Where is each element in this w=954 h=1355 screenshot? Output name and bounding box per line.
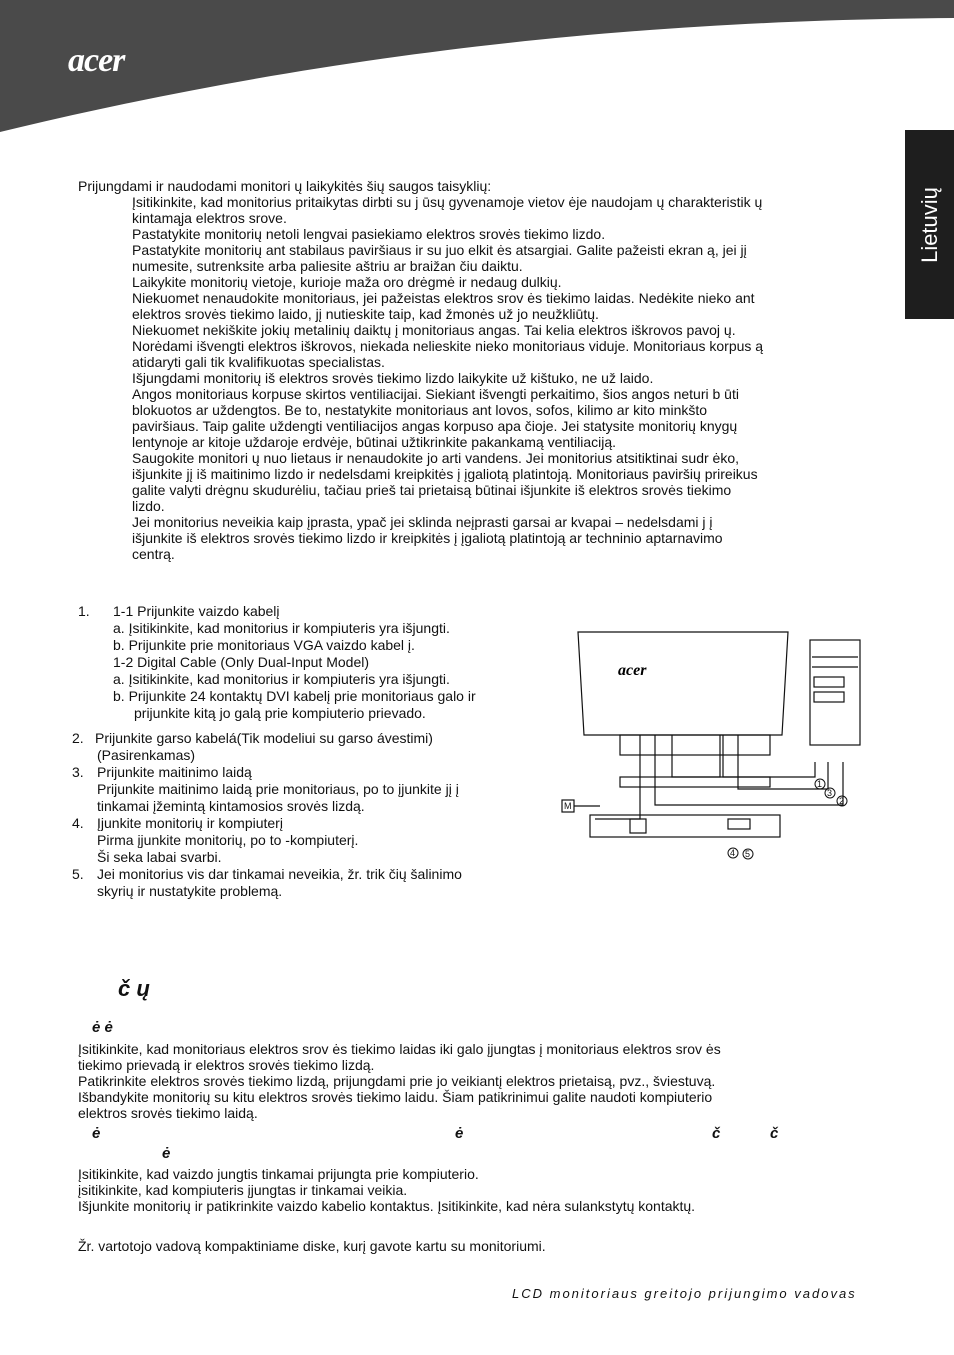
signal-frag-5: ė xyxy=(162,1145,171,1162)
safety-intro: Prijungdami ir naudodami monitori ų laikykitės šių saugos taisyklių: xyxy=(78,178,492,194)
step-text: Pirma įjunkite monitorių, po to -kompiuterį. xyxy=(97,832,359,848)
safety-line: Įsitikinkite, kad monitorius pritaikytas dirbti su j ūsų gyvenamoje vietov ėje naudojam ų charakteristik ų xyxy=(132,194,763,210)
cable-1 xyxy=(723,735,815,777)
safety-line: kintamąja elektros srove. xyxy=(132,210,287,226)
power-subheading-text: ė ė xyxy=(92,1019,113,1036)
step-number: 3. xyxy=(72,764,84,780)
signal-check-line: įsitikinkite, kad kompiuteris įjungtas ir tinkamai veikia. xyxy=(78,1182,408,1198)
signal-frag-2: ė xyxy=(455,1125,464,1142)
safety-line: centrą. xyxy=(132,546,175,562)
safety-line: elektros srovės tiekimo laido, jį nutieskite taip, kad žmonės už jo neužkliūtų. xyxy=(132,306,599,322)
rear-panel xyxy=(590,815,780,837)
safety-line: lentynoje ar kitoje uždaroje erdvėje, būtinai užtikrinkite pakankamą ventiliaciją. xyxy=(132,434,617,450)
step-text: Prijunkite maitinimo laidą prie monitoriaus, po to įjunkite jį į xyxy=(97,781,459,797)
step-number: 1. xyxy=(78,603,90,619)
step-text: prijunkite kitą jo galą prie kompiuterio prievado. xyxy=(134,705,426,721)
safety-line: Angos monitoriaus korpuse skirtos ventiliacijai. Siekiant išvengti perkaitimo, šios angos neturi b ūti xyxy=(132,386,739,402)
diagram-label-5: 5 xyxy=(745,849,751,859)
safety-line: numesite, sutrenksite arba paliesite aštriu ar braižan čiu daiktu. xyxy=(132,258,523,274)
signal-check-line: Įsitikinkite, kad vaizdo jungtis tinkamai prijungta prie kompiuterio. xyxy=(78,1166,479,1182)
safety-line: Išjungdami monitorių iš elektros srovės tiekimo lizdo laikykite už kištuko, ne už laido. xyxy=(132,370,654,386)
language-tab-label: Lietuvių xyxy=(916,186,942,263)
step-text: Prijunkite maitinimo laidą xyxy=(97,764,252,780)
signal-frag-4: č xyxy=(770,1125,779,1142)
final-note: Žr. vartotojo vadovą kompaktiniame diske, kurį gavote kartu su monitoriumi. xyxy=(78,1238,546,1254)
step-text: tinkamai įžemintą kintamosios srovės lizdą. xyxy=(97,798,365,814)
safety-line: Jei monitorius neveikia kaip įprasta, ypač jei sklinda neįprasti garsai ar kvapai – nedelsdami j į xyxy=(132,514,713,530)
power-subheading xyxy=(92,1019,272,1036)
step-text: (Pasirenkamas) xyxy=(97,747,196,763)
safety-line: Pastatykite monitorių netoli lengvai pasiekiamo elektros srovės tiekimo lizdo. xyxy=(132,226,606,242)
power-check-line: elektros srovės tiekimo laidą. xyxy=(78,1105,258,1121)
safety-line: lizdo. xyxy=(132,498,165,514)
step-text: 1-2 Digital Cable (Only Dual-Input Model) xyxy=(113,654,369,670)
safety-line: galite valyti drėgnu skudurėliu, tačiau prieš tai prietaisą būtinai išjunkite iš elektros srovės tiekimo xyxy=(132,482,732,498)
step-number: 2. xyxy=(72,730,84,746)
safety-line: Pastatykite monitorių ant stabilaus paviršiaus ir su juo elkit ės atsargiai. Galite pažeisti ekran ą, jei jį xyxy=(132,242,747,258)
power-check-line: tiekimo prievadą ir elektros srovės tiekimo lizdą. xyxy=(78,1057,375,1073)
safety-line: Niekuomet nekiškite jokių metalinių daiktų į monitoriaus angas. Tai kelia elektros iškrovos pavoj ų. xyxy=(132,322,736,338)
safety-line: išjunkite jį iš maitinimo lizdo ir nedelsdami kreipkitės į įgaliotą platintoją. Monitoriaus paviršių prireikus xyxy=(132,466,758,482)
acer-logo: acer xyxy=(68,42,125,79)
safety-line: atidaryti gali tik kvalifikuotas specialistas. xyxy=(132,354,385,370)
step-number: 4. xyxy=(72,815,84,831)
safety-line: blokuotos ar uždengtos. Be to, nestatykite monitoriaus ant lovos, sofos, kilimo ar kito minkšto xyxy=(132,402,708,418)
step-text: skyrių ir nustatykite problemą. xyxy=(97,883,283,899)
safety-line: Saugokite monitori ų nuo lietaus ir nenaudokite jo arti vandens. Jei monitorius atsitiktinai sudr ėko, xyxy=(132,450,739,466)
power-check-line: Įsitikinkite, kad monitoriaus elektros srov ės tiekimo laidas iki galo įjungtas į monitoriaus elektros srov ės xyxy=(78,1041,721,1057)
diagram-brand: acer xyxy=(618,662,647,679)
step-text: 1-1 Prijunkite vaizdo kabelį xyxy=(113,603,280,619)
signal-check-line: Išjunkite monitorių ir patikrinkite vaizdo kabelio kontaktus. Įsitikinkite, kad nėra sulankstytų kontaktų. xyxy=(78,1198,696,1214)
step-text: Prijunkite garso kabelá(Tik modeliui su garso ávestimi) xyxy=(95,730,433,746)
diagram-label-m: M xyxy=(564,801,572,811)
diagram-label-3: 3 xyxy=(827,788,833,798)
safety-line: išjunkite iš elektros srovės tiekimo lizdo ir kreipkitės į įgaliotą platintoją ar techninio aptarnavimo xyxy=(132,530,723,546)
header-swoosh xyxy=(0,0,954,135)
power-check-line: Išbandykite monitorių su kitu elektros srovės tiekimo laidu. Šiam patikrinimui galite naudoti kompiuterio xyxy=(78,1089,713,1105)
diagram-label-4: 4 xyxy=(730,848,736,858)
step-number: 5. xyxy=(72,866,84,882)
troubleshooting-heading: č ų xyxy=(118,976,150,1001)
safety-line: Norėdami išvengti elektros iškrovos, niekada nelieskite nieko monitoriaus viduje. Monitoriaus korpus ą xyxy=(132,338,764,354)
monitor-base xyxy=(620,735,770,755)
signal-frag-3: č xyxy=(712,1125,721,1142)
safety-line: Laikykite monitorių vietoje, kurioje maža oro drėgmė ir nedaug dulkių. xyxy=(132,274,562,290)
safety-line: Niekuomet nenaudokite monitoriaus, jei pažeistas elektros srov ės tiekimo laidas. Nedėkite nieko ant xyxy=(132,290,755,306)
step-text: Jei monitorius vis dar tinkamai neveikia, žr. trik čių šalinimo xyxy=(97,866,462,882)
safety-line: paviršiaus. Taip galite uždengti ventiliacijos angas korpuso apa čioje. Jei statysite monitorių knygų xyxy=(132,418,738,434)
step-text: a. Įsitikinkite, kad monitorius ir kompiuteris yra išjungti. xyxy=(113,620,450,636)
monitor-back xyxy=(578,632,788,735)
diagram-label-1: 1 xyxy=(817,779,823,789)
step-text: a. Įsitikinkite, kad monitorius ir kompiuteris yra išjungti. xyxy=(113,671,450,687)
step-text: b. Prijunkite prie monitoriaus VGA vaizdo kabel į. xyxy=(113,637,415,653)
diagram-label-2: 2 xyxy=(839,796,845,806)
footer-title: LCD monitoriaus greitojo prijungimo vadovas xyxy=(512,1286,857,1301)
connection-diagram xyxy=(560,627,870,867)
signal-frag-1: ė xyxy=(92,1125,101,1142)
language-tab xyxy=(905,130,954,319)
power-check-line: Patikrinkite elektros srovės tiekimo lizdą, prijungdami prie jo veikiantį elektros prietaisą, pvz., šviestuvą. xyxy=(78,1073,716,1089)
step-text: Ši seka labai svarbi. xyxy=(97,849,222,865)
step-text: b. Prijunkite 24 kontaktų DVI kabelį prie monitoriaus galo ir xyxy=(113,688,476,704)
step-text: Įjunkite monitorių ir kompiuterį xyxy=(97,815,283,831)
